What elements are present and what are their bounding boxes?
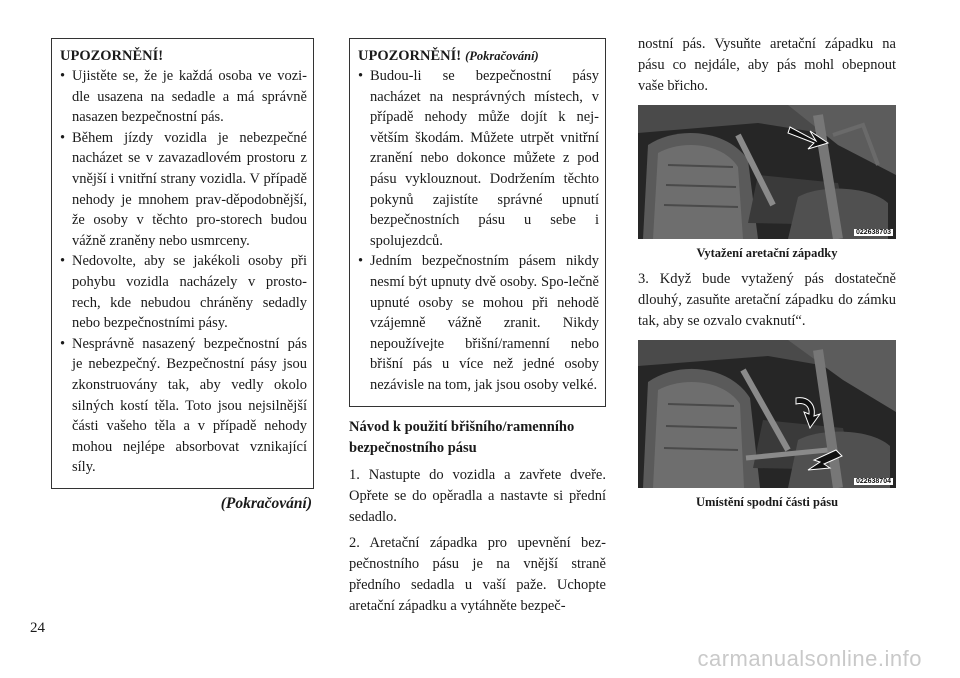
warning-list <box>358 66 599 396</box>
figure-code: 022638704 <box>855 478 891 485</box>
figure-lap-belt-position <box>638 340 896 488</box>
page-number: 24 <box>30 620 45 636</box>
warning-item: • Ujistěte se, že je každá osoba ve vozi-dle usazena na sedadle a má správně nasazen bezpečnostní pás. <box>60 66 307 128</box>
warning-item: • Nedovolte, aby se jakékoli osoby při pohybu vozidla nacházely v prosto-rech, kde nebudou chráněny sedadly nebo bezpečnostními pásy. <box>60 251 307 333</box>
step-2-continued-text: nostní pás. Vysuňte aretační západku na pásu co nejdále, aby pás mohl obepnout vaše břicho. <box>638 36 896 94</box>
warning-item: • Budou-li se bezpečnostní pásy nacházet na nesprávných místech, v případě nehody může dojít k nej-větším škodám. Můžete utrpět vnitřní zranění nebo dokonce můžete z pod pásu vyklouznout. Dodržením těchto pokynů zajistíte správné upnutí bezpečnostních pásu u sebe i spolujezdců. <box>358 66 599 251</box>
warning-item: • Během jízdy vozidla je nebezpečné nacházet se v zavazadlovém prostoru z vnější i vnitřní strany vozidla. V případě nehody je mnohem prav-děpodobnější, že osoby v těchto pro-storech budou vážně zraněny nebo usmrceny. <box>60 128 307 252</box>
figure-latch-plate-pull <box>638 105 896 239</box>
warning-box-continued <box>349 38 606 407</box>
watermark: carmanualsonline.info <box>697 646 922 671</box>
section-heading: Návod k použití břišního/ramenního bezpečnostního pásu <box>349 418 575 456</box>
warning-title: UPOZORNĚNÍ! <box>60 48 164 64</box>
warning-list <box>60 66 307 478</box>
figure-code: 022638703 <box>855 229 891 236</box>
column-left <box>51 38 314 513</box>
step-1-text: 1. Nastupte do vozidla a zavřete dveře. Opřete se do opěradla a nastavte si přední sedadlo. <box>349 466 606 525</box>
column-middle <box>349 38 606 622</box>
warning-title: UPOZORNĚNÍ! (Pokračování) <box>358 48 539 64</box>
figure-caption: Umístění spodní části pásu <box>695 495 839 509</box>
column-right <box>638 38 896 518</box>
warning-box <box>51 38 314 489</box>
figure-caption: Vytažení aretační západky <box>696 246 838 260</box>
seat-photo-2 <box>638 340 896 488</box>
warning-continued-tag: (Pokračování) <box>465 49 539 63</box>
seat-photo-1 <box>638 105 896 239</box>
warning-item: • Nesprávně nasazený bezpečnostní pás je nebezpečný. Bezpečnostní pásy jsou zkonstruovány tak, aby vedly okolo silných kostí těla. Toto jsou nejsilnější části vašeho těla a v případě nehody mohou nejlépe absorbovat vznikající síly. <box>60 334 307 478</box>
step-3-text: 3. Když bude vytažený pás dostatečně dlouhý, zasuňte aretační západku do zámku tak, aby se ozvalo cvaknutí“. <box>638 271 896 329</box>
continued-label: (Pokračování) <box>220 494 312 512</box>
step-2-text: 2. Aretační západka pro upevnění bez-pečnostního pásu je na vnější straně předního sedadla u vaší paže. Uchopte aretační západku a vytáhněte bezpeč- <box>349 534 606 614</box>
warning-item: • Jedním bezpečnostním pásem nikdy nesmí být upnuty dvě osoby. Spo-lečně upnuté osoby se mohou při nehodě vzájemně vážně zranit. Nikdy nepoužívejte břišní/ramenní nebo břišní pás u více než jedné osoby nezávisle na tom, jak jsou osoby velké. <box>358 251 599 395</box>
